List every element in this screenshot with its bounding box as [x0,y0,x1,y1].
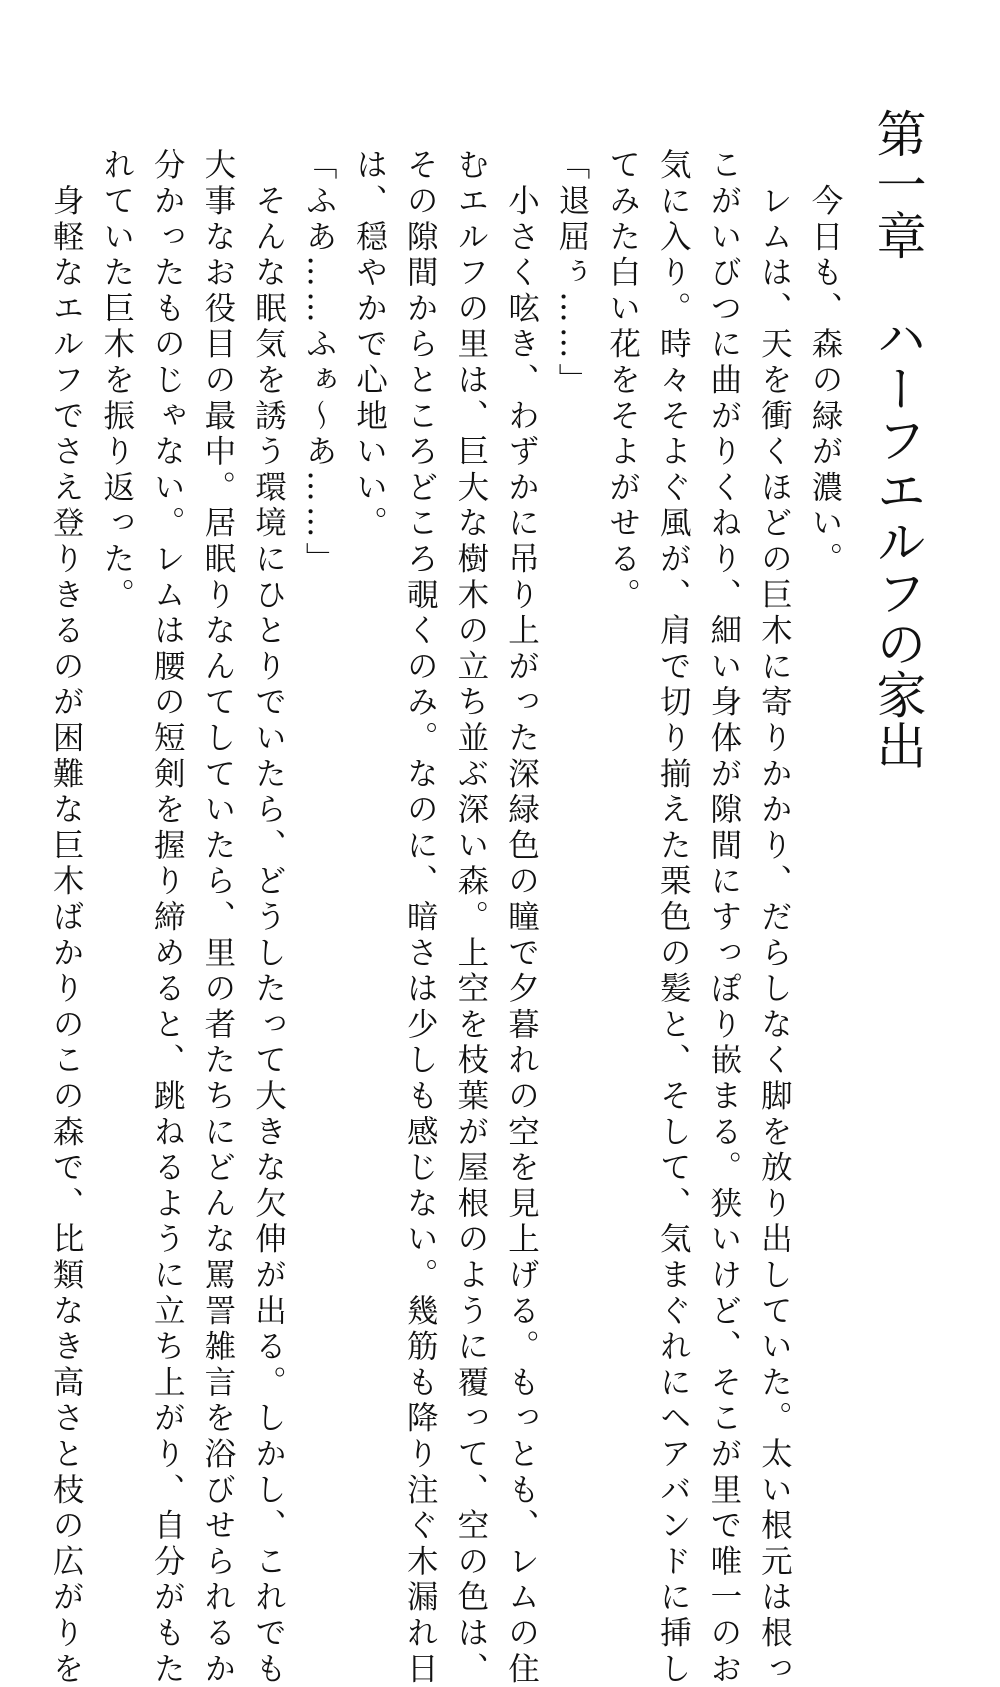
body-text [41,148,851,1687]
text-line-6: 「退屈ぅ……」 [554,148,591,399]
text-line-10: は、穏やかで心地いい。 [351,148,388,542]
text-line-2: レムは、天を衝くほどの巨木に寄りかかり、だらしなく脚を放り出していた。太い根元は根っ [756,148,793,1687]
chapter-title: 第一章 ハーフエルフの家出 [868,108,927,771]
text-line-7: 小さく呟き、わずかに吊り上がった深緑色の瞳で夕暮れの空を見上げる。もっとも、レムの住 [503,148,540,1687]
text-line-15: れていた巨木を振り返った。 [98,148,135,614]
text-line-1: 今日も、森の緑が濃い。 [807,148,843,578]
text-line-9: その隙間からところどころ覗くのみ。なのに、暗さは少しも感じない。幾筋も降り注ぐ木漏れ日 [402,148,439,1687]
text-line-8: むエルフの里は、巨大な樹木の立ち並ぶ深い森。上空を枝葉が屋根のように覆って、空の色は、 [452,148,489,1687]
text-line-13: 大事なお役目の最中。居眠りなんてしていたら、里の者たちにどんな罵詈雑言を浴びせられるか [199,148,236,1687]
text-line-3: こがいびつに曲がりくねり、細い身体が隙間にすっぽり嵌まる。狭いけど、そこが里で唯一のお [705,148,742,1687]
text-line-12: そんな眠気を誘う環境にひとりでいたら、どうしたって大きな欠伸が出る。しかし、これでも [250,148,287,1687]
text-line-14: 分かったものじゃない。レムは腰の短剣を握り締めると、跳ねるように立ち上がり、自分がもた [149,148,186,1687]
text-line-4: 気に入り。時々そよぐ風が、肩で切り揃えた栗色の髪と、そして、気まぐれにヘアバンドに挿し [655,148,692,1687]
text-line-16: 身軽なエルフでさえ登りきるのが困難な巨木ばかりのこの森で、比類なき高さと枝の広がりを [48,148,85,1687]
text-line-11: 「ふあ……ふぁ～あ……」 [301,148,338,578]
text-line-5: てみた白い花をそよがせる。 [604,148,641,614]
